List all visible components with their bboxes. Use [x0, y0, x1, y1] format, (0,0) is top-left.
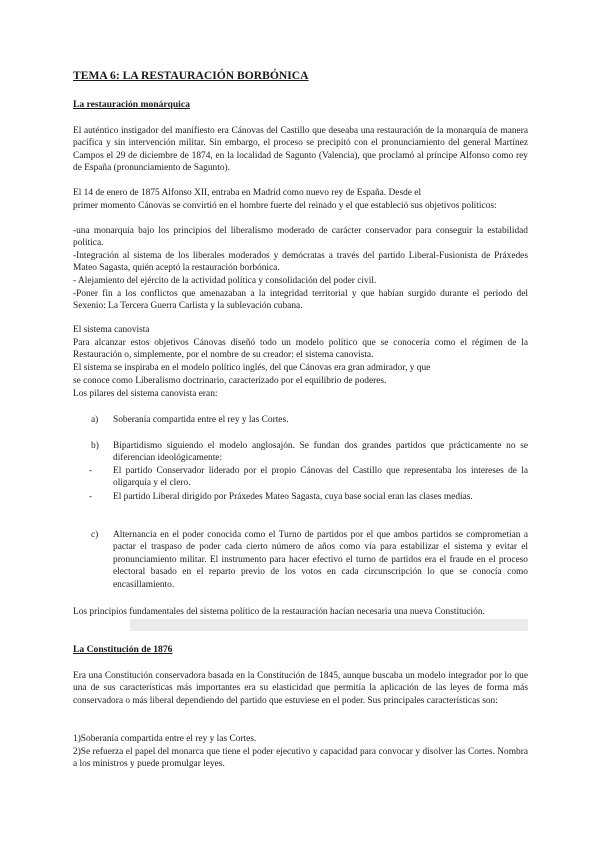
- sub-list-item-text: El partido Conservador liderado por el propio Cánovas del Castillo que representaba los intereses de la oligarquía y el clero.: [113, 466, 528, 489]
- paragraph-constitucion: Era una Constitución conservadora basada en la Constitución de 1845, aunque buscaba un modelo integrador por lo que una de sus características más importantes era su elasticidad que permitía la aplicación de las leyes de forma más conservadora o más liberal dependiendo del partido que estuviese en el poder. Sus principales características son:: [73, 671, 528, 706]
- list-item-text: Alternancia en el poder conocida como el Turno de partidos por el que ambos partidos se comprometían a pactar el traspaso de poder cada cierto número de años como vía para estabilizar el sistema y evitar el pronunciamiento militar. El instrumento para hacer efectivo el turno de partidos era el fraude en el proceso electoral basado en el reparto previo de los votos en cada circunscripción lo que se conocía como encasillamiento.: [113, 530, 528, 590]
- paragraph-sistema-line4: Los pilares del sistema canovista eran:: [73, 389, 218, 399]
- list-item: [73, 529, 528, 593]
- page-title: TEMA 6: LA RESTAURACIÓN BORBÓNICA: [73, 69, 309, 82]
- list-item-text: Bipartidismo siguiendo el modelo anglosajón. Se fundan dos grandes partidos que prácticamente no se diferencian ideológicamente:: [113, 441, 528, 464]
- paragraph-manifiesto: El auténtico instigador del manifiesto era Cánovas del Castillo que deseaba una restauración de la monarquía de manera pacífica y sin intervención militar. Sin embargo, el proceso se precipitó con el pronunciamiento del general Martínez Campos el 29 de diciembre de 1874, en la localidad de Sagunto (Valencia), que proclamó al príncipe Alfonso como rey de España (pronunciamiento de Sagunto).: [73, 126, 528, 174]
- list-marker: c): [91, 530, 99, 540]
- constitution-point: 1)Soberanía compartida entre el rey y las Cortes.: [73, 734, 257, 744]
- paragraph-alfonso-line1: El 14 de enero de 1875 Alfonso XII, entraba en Madrid como nuevo rey de España. Desde el: [73, 188, 422, 198]
- paragraph-sistema-line2: El sistema se inspiraba en el modelo político inglés, del que Cánovas era gran admirador, y que: [73, 363, 431, 373]
- objective-item: - Alejamiento del ejército de la actividad política y consolidación del poder civil.: [73, 276, 377, 286]
- paragraph-sistema: Para alcanzar estos objetivos Cánovas diseñó todo un modelo político que se conocería como el régimen de la Restauración o, simplemente, por el nombre de su creador: el sistema canovista.: [73, 338, 528, 361]
- list-marker: a): [91, 415, 99, 425]
- section-heading-restauracion: La restauración monárquica: [73, 99, 190, 110]
- list-item: [73, 440, 528, 466]
- list-marker: b): [91, 441, 99, 451]
- sub-list-item-text: El partido Liberal dirigido por Práxedes Mateo Sagasta, cuya base social eran las clases medias.: [113, 492, 473, 502]
- section-heading-constitucion: La Constitución de 1876: [73, 644, 173, 655]
- sub-list-item: - El partido Liberal dirigido por Práxedes Mateo Sagasta, cuya base social eran las clases medias.: [73, 491, 528, 516]
- objective-item: -una monarquía bajo los principios del liberalismo moderado de carácter conservador para conseguir la estabilidad política.: [73, 226, 528, 249]
- constitution-point: 2)Se refuerza el papel del monarca que tiene el poder ejecutivo y capacidad para convocar y disolver las Cortes. Nombra a los ministros y puede promulgar leyes.: [73, 747, 528, 770]
- list-item-text: Soberanía compartida entre el rey y las Cortes.: [113, 415, 289, 425]
- subheading-sistema-canovista: El sistema canovista: [73, 325, 150, 335]
- sub-list-item: - El partido Conservador liderado por el propio Cánovas del Castillo que representaba los intereses de la oligarquía y el clero.: [89, 466, 528, 489]
- paragraph-alfonso-rest: primer momento Cánovas se convirtió en el hombre fuerte del reinado y el que estableció sus objetivos políticos:: [73, 201, 497, 211]
- paragraph-sistema-line3: se conoce como Liberalismo doctrinario, caracterizado por el equilibrio de poderes.: [73, 376, 387, 386]
- objective-item: -Poner fin a los conflictos que amenazaban a la integridad territorial y que habían surgido durante el periodo del Sexenio: La Tercera Guerra Carlista y la sublevación cubana.: [73, 289, 528, 312]
- paragraph-principios: Los principios fundamentales del sistema político de la restauración hacían necesaria una nueva Constitución.: [73, 607, 485, 617]
- objective-item: -Integración al sistema de los liberales moderados y demócratas a través del partido Liberal-Fusionista de Práxedes Mateo Sagasta, quién aceptó la restauración borbónica.: [73, 251, 528, 274]
- text-highlight: [130, 619, 528, 631]
- list-item: [73, 414, 528, 427]
